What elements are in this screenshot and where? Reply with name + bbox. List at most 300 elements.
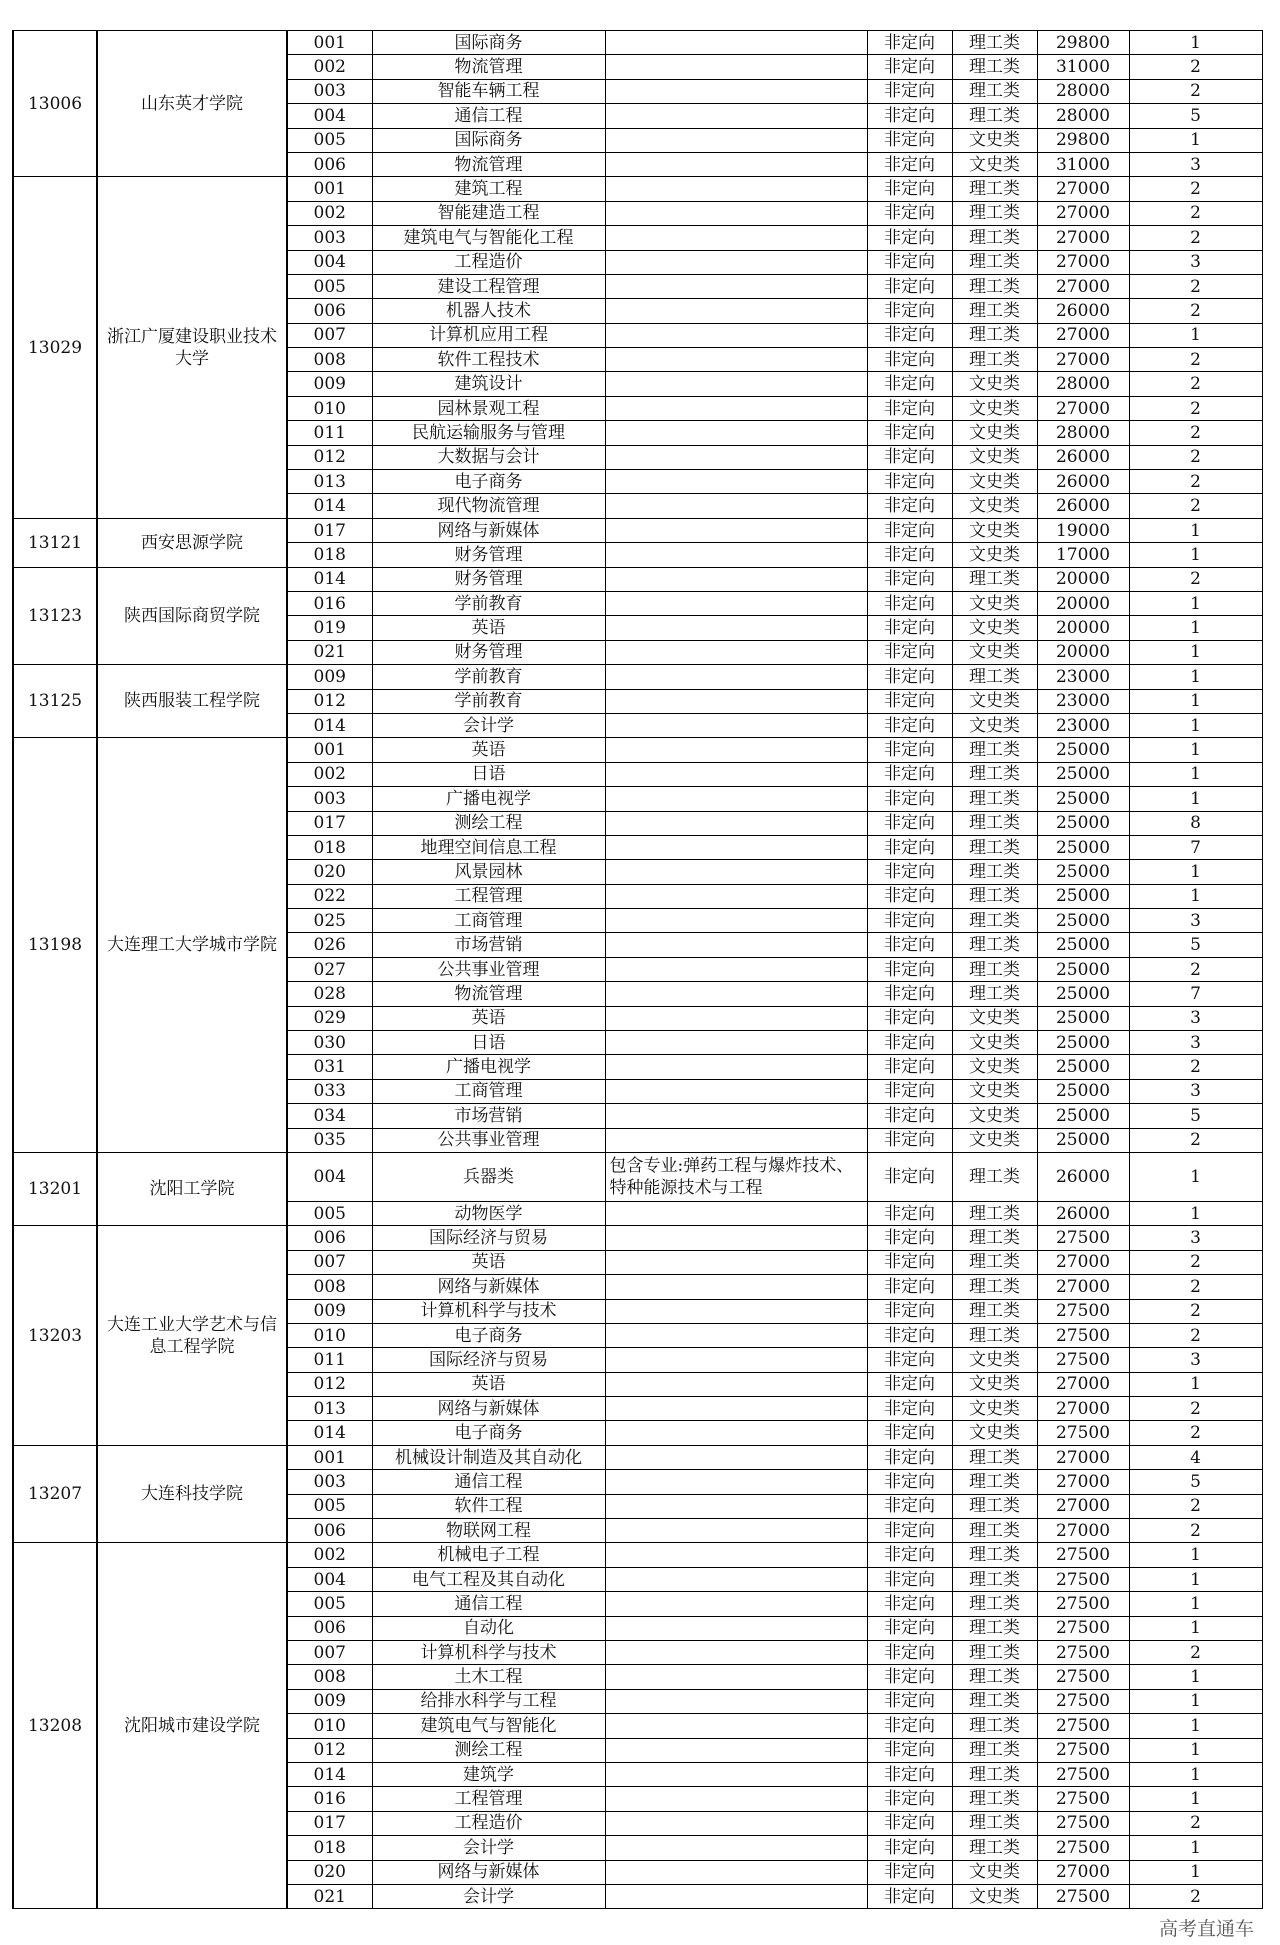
note-cell <box>605 1299 867 1323</box>
major-code-cell: 007 <box>287 323 372 347</box>
quota-cell: 1 <box>1129 616 1262 640</box>
school-code-cell: 13006 <box>13 31 97 177</box>
major-name-cell: 学前教育 <box>372 665 605 689</box>
tuition-cell: 27000 <box>1037 1519 1129 1543</box>
note-cell <box>605 226 867 250</box>
quota-cell: 1 <box>1129 591 1262 615</box>
school-code-cell: 13201 <box>13 1152 97 1225</box>
note-cell <box>605 494 867 518</box>
tuition-cell: 27500 <box>1037 1836 1129 1860</box>
major-name-cell: 电气工程及其自动化 <box>372 1567 605 1591</box>
watermark: 高考直通车 <box>1158 1918 1254 1940</box>
note-cell <box>605 591 867 615</box>
major-name-cell: 公共事业管理 <box>372 1128 605 1152</box>
tuition-cell: 27500 <box>1037 1811 1129 1835</box>
note-cell <box>605 884 867 908</box>
subject-category-cell: 文史类 <box>952 1104 1037 1128</box>
plan-type-cell: 非定向 <box>867 128 952 152</box>
school-code-cell: 13123 <box>13 567 97 665</box>
tuition-cell: 20000 <box>1037 567 1129 591</box>
note-cell <box>605 445 867 469</box>
major-code-cell: 004 <box>287 250 372 274</box>
major-code-cell: 009 <box>287 1689 372 1713</box>
table-row <box>13 1226 1262 1250</box>
subject-category-cell: 理工类 <box>952 299 1037 323</box>
quota-cell: 2 <box>1129 1055 1262 1079</box>
tuition-cell: 23000 <box>1037 689 1129 713</box>
major-name-cell: 工程管理 <box>372 1787 605 1811</box>
major-code-cell: 013 <box>287 470 372 494</box>
major-name-cell: 国际商务 <box>372 31 605 55</box>
note-cell <box>605 1543 867 1567</box>
quota-cell: 2 <box>1129 470 1262 494</box>
table-row <box>13 1543 1262 1567</box>
major-code-cell: 021 <box>287 640 372 664</box>
school-code-cell: 13121 <box>13 518 97 567</box>
plan-type-cell: 非定向 <box>867 79 952 103</box>
table-row <box>13 31 1262 55</box>
quota-cell: 1 <box>1129 31 1262 55</box>
major-code-cell: 014 <box>287 494 372 518</box>
tuition-cell: 31000 <box>1037 55 1129 79</box>
note-cell <box>605 177 867 201</box>
subject-category-cell: 文史类 <box>952 152 1037 176</box>
subject-category-cell: 理工类 <box>952 738 1037 762</box>
subject-category-cell: 理工类 <box>952 957 1037 981</box>
major-code-cell: 020 <box>287 860 372 884</box>
major-name-cell: 公共事业管理 <box>372 957 605 981</box>
tuition-cell: 25000 <box>1037 762 1129 786</box>
major-code-cell: 030 <box>287 1031 372 1055</box>
major-code-cell: 031 <box>287 1055 372 1079</box>
major-name-cell: 通信工程 <box>372 104 605 128</box>
tuition-cell: 27500 <box>1037 1714 1129 1738</box>
tuition-cell: 27000 <box>1037 1397 1129 1421</box>
table-row <box>13 1445 1262 1469</box>
subject-category-cell: 文史类 <box>952 470 1037 494</box>
tuition-cell: 27000 <box>1037 226 1129 250</box>
quota-cell: 7 <box>1129 835 1262 859</box>
plan-type-cell: 非定向 <box>867 1323 952 1347</box>
major-code-cell: 012 <box>287 689 372 713</box>
plan-type-cell: 非定向 <box>867 811 952 835</box>
plan-type-cell: 非定向 <box>867 1543 952 1567</box>
major-name-cell: 网络与新媒体 <box>372 1275 605 1299</box>
major-code-cell: 017 <box>287 811 372 835</box>
note-cell <box>605 152 867 176</box>
quota-cell: 1 <box>1129 1738 1262 1762</box>
quota-cell: 2 <box>1129 55 1262 79</box>
major-code-cell: 001 <box>287 177 372 201</box>
subject-category-cell: 文史类 <box>952 1128 1037 1152</box>
subject-category-cell: 理工类 <box>952 884 1037 908</box>
tuition-cell: 28000 <box>1037 79 1129 103</box>
major-name-cell: 现代物流管理 <box>372 494 605 518</box>
note-cell <box>605 1860 867 1884</box>
note-cell <box>605 396 867 420</box>
tuition-cell: 23000 <box>1037 713 1129 737</box>
note-cell <box>605 1348 867 1372</box>
note-cell <box>605 860 867 884</box>
major-name-cell: 通信工程 <box>372 1470 605 1494</box>
major-code-cell: 012 <box>287 1738 372 1762</box>
tuition-cell: 27500 <box>1037 1543 1129 1567</box>
table-row <box>13 665 1262 689</box>
subject-category-cell: 理工类 <box>952 1323 1037 1347</box>
quota-cell: 1 <box>1129 1152 1262 1201</box>
plan-type-cell: 非定向 <box>867 1006 952 1030</box>
major-code-cell: 006 <box>287 1616 372 1640</box>
note-cell <box>605 1250 867 1274</box>
major-code-cell: 005 <box>287 1592 372 1616</box>
major-name-cell: 给排水科学与工程 <box>372 1689 605 1713</box>
plan-type-cell: 非定向 <box>867 470 952 494</box>
major-name-cell: 动物医学 <box>372 1201 605 1225</box>
plan-type-cell: 非定向 <box>867 738 952 762</box>
quota-cell: 1 <box>1129 543 1262 567</box>
major-code-cell: 029 <box>287 1006 372 1030</box>
major-code-cell: 014 <box>287 567 372 591</box>
quota-cell: 2 <box>1129 567 1262 591</box>
plan-type-cell: 非定向 <box>867 689 952 713</box>
major-name-cell: 学前教育 <box>372 689 605 713</box>
major-name-cell: 日语 <box>372 762 605 786</box>
note-cell <box>605 1201 867 1225</box>
note-cell <box>605 372 867 396</box>
note-cell <box>605 1567 867 1591</box>
plan-type-cell: 非定向 <box>867 421 952 445</box>
quota-cell: 3 <box>1129 1079 1262 1103</box>
major-code-cell: 006 <box>287 1226 372 1250</box>
subject-category-cell: 理工类 <box>952 1714 1037 1738</box>
plan-type-cell: 非定向 <box>867 1421 952 1445</box>
major-name-cell: 工商管理 <box>372 1079 605 1103</box>
tuition-cell: 26000 <box>1037 470 1129 494</box>
plan-type-cell: 非定向 <box>867 1641 952 1665</box>
major-name-cell: 计算机应用工程 <box>372 323 605 347</box>
school-code-cell: 13125 <box>13 665 97 738</box>
note-cell <box>605 1762 867 1786</box>
major-code-cell: 011 <box>287 1348 372 1372</box>
major-code-cell: 026 <box>287 933 372 957</box>
major-code-cell: 034 <box>287 1104 372 1128</box>
quota-cell: 2 <box>1129 421 1262 445</box>
tuition-cell: 27000 <box>1037 1275 1129 1299</box>
tuition-cell: 25000 <box>1037 835 1129 859</box>
note-cell <box>605 1787 867 1811</box>
plan-type-cell: 非定向 <box>867 396 952 420</box>
major-code-cell: 003 <box>287 226 372 250</box>
tuition-cell: 27000 <box>1037 348 1129 372</box>
major-name-cell: 软件工程技术 <box>372 348 605 372</box>
tuition-cell: 25000 <box>1037 811 1129 835</box>
tuition-cell: 28000 <box>1037 104 1129 128</box>
plan-type-cell: 非定向 <box>867 933 952 957</box>
quota-cell: 5 <box>1129 1470 1262 1494</box>
major-name-cell: 建筑电气与智能化 <box>372 1714 605 1738</box>
tuition-cell: 25000 <box>1037 1079 1129 1103</box>
plan-type-cell: 非定向 <box>867 177 952 201</box>
note-cell <box>605 1226 867 1250</box>
major-name-cell: 市场营销 <box>372 1104 605 1128</box>
major-code-cell: 004 <box>287 1567 372 1591</box>
major-name-cell: 日语 <box>372 1031 605 1055</box>
subject-category-cell: 理工类 <box>952 177 1037 201</box>
subject-category-cell: 文史类 <box>952 591 1037 615</box>
tuition-cell: 25000 <box>1037 884 1129 908</box>
plan-type-cell: 非定向 <box>867 1250 952 1274</box>
subject-category-cell: 理工类 <box>952 1470 1037 1494</box>
quota-cell: 2 <box>1129 177 1262 201</box>
tuition-cell: 27500 <box>1037 1738 1129 1762</box>
major-name-cell: 电子商务 <box>372 470 605 494</box>
major-name-cell: 财务管理 <box>372 543 605 567</box>
major-code-cell: 003 <box>287 787 372 811</box>
table-row <box>13 1152 1262 1201</box>
note-cell <box>605 689 867 713</box>
major-name-cell: 测绘工程 <box>372 811 605 835</box>
major-code-cell: 014 <box>287 713 372 737</box>
major-name-cell: 园林景观工程 <box>372 396 605 420</box>
note-cell <box>605 933 867 957</box>
plan-type-cell: 非定向 <box>867 1811 952 1835</box>
major-code-cell: 018 <box>287 1836 372 1860</box>
quota-cell: 3 <box>1129 1226 1262 1250</box>
plan-type-cell: 非定向 <box>867 1128 952 1152</box>
major-name-cell: 软件工程 <box>372 1494 605 1518</box>
major-name-cell: 财务管理 <box>372 567 605 591</box>
tuition-cell: 27500 <box>1037 1689 1129 1713</box>
tuition-cell: 25000 <box>1037 738 1129 762</box>
note-cell: 包含专业:弹药工程与爆炸技术、特种能源技术与工程 <box>605 1152 867 1201</box>
major-name-cell: 英语 <box>372 1250 605 1274</box>
quota-cell: 1 <box>1129 1616 1262 1640</box>
tuition-cell: 27000 <box>1037 1860 1129 1884</box>
subject-category-cell: 文史类 <box>952 494 1037 518</box>
major-name-cell: 机械设计制造及其自动化 <box>372 1445 605 1469</box>
quota-cell: 2 <box>1129 372 1262 396</box>
major-code-cell: 005 <box>287 1494 372 1518</box>
major-code-cell: 012 <box>287 1372 372 1396</box>
subject-category-cell: 文史类 <box>952 128 1037 152</box>
quota-cell: 1 <box>1129 1567 1262 1591</box>
subject-category-cell: 理工类 <box>952 1250 1037 1274</box>
major-code-cell: 014 <box>287 1762 372 1786</box>
school-code-cell: 13203 <box>13 1226 97 1446</box>
tuition-cell: 29800 <box>1037 128 1129 152</box>
note-cell <box>605 1275 867 1299</box>
school-name-cell: 沈阳工学院 <box>97 1152 287 1225</box>
major-name-cell: 建筑设计 <box>372 372 605 396</box>
note-cell <box>605 1494 867 1518</box>
quota-cell: 1 <box>1129 689 1262 713</box>
plan-type-cell: 非定向 <box>867 957 952 981</box>
quota-cell: 7 <box>1129 982 1262 1006</box>
plan-type-cell: 非定向 <box>867 1445 952 1469</box>
plan-type-cell: 非定向 <box>867 494 952 518</box>
major-code-cell: 006 <box>287 1519 372 1543</box>
quota-cell: 1 <box>1129 884 1262 908</box>
major-code-cell: 027 <box>287 957 372 981</box>
major-name-cell: 计算机科学与技术 <box>372 1641 605 1665</box>
subject-category-cell: 理工类 <box>952 1201 1037 1225</box>
subject-category-cell: 理工类 <box>952 250 1037 274</box>
subject-category-cell: 文史类 <box>952 372 1037 396</box>
major-code-cell: 011 <box>287 421 372 445</box>
quota-cell: 1 <box>1129 1836 1262 1860</box>
note-cell <box>605 79 867 103</box>
quota-cell: 4 <box>1129 1445 1262 1469</box>
quota-cell: 2 <box>1129 1421 1262 1445</box>
note-cell <box>605 348 867 372</box>
subject-category-cell: 理工类 <box>952 348 1037 372</box>
quota-cell: 2 <box>1129 1299 1262 1323</box>
plan-type-cell: 非定向 <box>867 787 952 811</box>
major-name-cell: 网络与新媒体 <box>372 518 605 542</box>
note-cell <box>605 518 867 542</box>
note-cell <box>605 1104 867 1128</box>
note-cell <box>605 1689 867 1713</box>
major-name-cell: 智能车辆工程 <box>372 79 605 103</box>
subject-category-cell: 理工类 <box>952 1762 1037 1786</box>
major-name-cell: 英语 <box>372 1372 605 1396</box>
subject-category-cell: 文史类 <box>952 1860 1037 1884</box>
major-name-cell: 国际经济与贸易 <box>372 1348 605 1372</box>
note-cell <box>605 713 867 737</box>
tuition-cell: 27000 <box>1037 396 1129 420</box>
note-cell <box>605 567 867 591</box>
quota-cell: 3 <box>1129 152 1262 176</box>
major-code-cell: 002 <box>287 201 372 225</box>
subject-category-cell: 理工类 <box>952 1275 1037 1299</box>
plan-type-cell: 非定向 <box>867 1226 952 1250</box>
subject-category-cell: 文史类 <box>952 445 1037 469</box>
note-cell <box>605 1836 867 1860</box>
quota-cell: 2 <box>1129 1250 1262 1274</box>
quota-cell: 2 <box>1129 299 1262 323</box>
quota-cell: 1 <box>1129 665 1262 689</box>
note-cell <box>605 909 867 933</box>
note-cell <box>605 1592 867 1616</box>
major-name-cell: 国际商务 <box>372 128 605 152</box>
quota-cell: 1 <box>1129 1714 1262 1738</box>
subject-category-cell: 理工类 <box>952 933 1037 957</box>
tuition-cell: 27500 <box>1037 1592 1129 1616</box>
tuition-cell: 25000 <box>1037 860 1129 884</box>
quota-cell: 3 <box>1129 250 1262 274</box>
subject-category-cell: 理工类 <box>952 835 1037 859</box>
plan-type-cell: 非定向 <box>867 1738 952 1762</box>
subject-category-cell: 理工类 <box>952 1226 1037 1250</box>
plan-type-cell: 非定向 <box>867 616 952 640</box>
school-name-cell: 大连科技学院 <box>97 1445 287 1543</box>
subject-category-cell: 理工类 <box>952 860 1037 884</box>
subject-category-cell: 理工类 <box>952 104 1037 128</box>
subject-category-cell: 文史类 <box>952 640 1037 664</box>
tuition-cell: 27500 <box>1037 1226 1129 1250</box>
plan-type-cell: 非定向 <box>867 1519 952 1543</box>
subject-category-cell: 文史类 <box>952 421 1037 445</box>
tuition-cell: 25000 <box>1037 1006 1129 1030</box>
major-name-cell: 智能建造工程 <box>372 201 605 225</box>
tuition-cell: 25000 <box>1037 1055 1129 1079</box>
major-name-cell: 英语 <box>372 616 605 640</box>
note-cell <box>605 1421 867 1445</box>
plan-type-cell: 非定向 <box>867 665 952 689</box>
major-name-cell: 物流管理 <box>372 982 605 1006</box>
tuition-cell: 27000 <box>1037 201 1129 225</box>
quota-cell: 2 <box>1129 957 1262 981</box>
tuition-cell: 27000 <box>1037 274 1129 298</box>
note-cell <box>605 31 867 55</box>
major-name-cell: 会计学 <box>372 1836 605 1860</box>
subject-category-cell: 文史类 <box>952 616 1037 640</box>
subject-category-cell: 文史类 <box>952 396 1037 420</box>
major-name-cell: 物流管理 <box>372 152 605 176</box>
plan-type-cell: 非定向 <box>867 1762 952 1786</box>
major-name-cell: 机器人技术 <box>372 299 605 323</box>
major-code-cell: 008 <box>287 1275 372 1299</box>
major-code-cell: 009 <box>287 1299 372 1323</box>
note-cell <box>605 1031 867 1055</box>
subject-category-cell: 理工类 <box>952 1543 1037 1567</box>
plan-type-cell: 非定向 <box>867 1201 952 1225</box>
school-name-cell: 浙江广厦建设职业技术大学 <box>97 177 287 518</box>
plan-type-cell: 非定向 <box>867 884 952 908</box>
subject-category-cell: 文史类 <box>952 1397 1037 1421</box>
subject-category-cell: 理工类 <box>952 226 1037 250</box>
tuition-cell: 27500 <box>1037 1323 1129 1347</box>
note-cell <box>605 1128 867 1152</box>
subject-category-cell: 文史类 <box>952 689 1037 713</box>
tuition-cell: 27000 <box>1037 1372 1129 1396</box>
subject-category-cell: 理工类 <box>952 1616 1037 1640</box>
major-name-cell: 会计学 <box>372 1884 605 1908</box>
quota-cell: 2 <box>1129 1519 1262 1543</box>
subject-category-cell: 理工类 <box>952 1152 1037 1201</box>
note-cell <box>605 835 867 859</box>
plan-type-cell: 非定向 <box>867 1665 952 1689</box>
note-cell <box>605 543 867 567</box>
plan-type-cell: 非定向 <box>867 1884 952 1908</box>
quota-cell: 2 <box>1129 226 1262 250</box>
major-code-cell: 021 <box>287 1884 372 1908</box>
major-code-cell: 025 <box>287 909 372 933</box>
plan-type-cell: 非定向 <box>867 1031 952 1055</box>
plan-type-cell: 非定向 <box>867 1372 952 1396</box>
tuition-cell: 23000 <box>1037 665 1129 689</box>
major-name-cell: 电子商务 <box>372 1421 605 1445</box>
major-name-cell: 工程管理 <box>372 884 605 908</box>
plan-type-cell: 非定向 <box>867 1299 952 1323</box>
subject-category-cell: 文史类 <box>952 543 1037 567</box>
subject-category-cell: 理工类 <box>952 79 1037 103</box>
note-cell <box>605 1519 867 1543</box>
major-name-cell: 广播电视学 <box>372 1055 605 1079</box>
subject-category-cell: 理工类 <box>952 567 1037 591</box>
major-name-cell: 财务管理 <box>372 640 605 664</box>
note-cell <box>605 323 867 347</box>
note-cell <box>605 1323 867 1347</box>
plan-type-cell: 非定向 <box>867 1470 952 1494</box>
quota-cell: 2 <box>1129 1275 1262 1299</box>
note-cell <box>605 128 867 152</box>
major-code-cell: 010 <box>287 396 372 420</box>
quota-cell: 1 <box>1129 323 1262 347</box>
school-name-cell: 陕西服装工程学院 <box>97 665 287 738</box>
major-code-cell: 012 <box>287 445 372 469</box>
plan-type-cell: 非定向 <box>867 713 952 737</box>
